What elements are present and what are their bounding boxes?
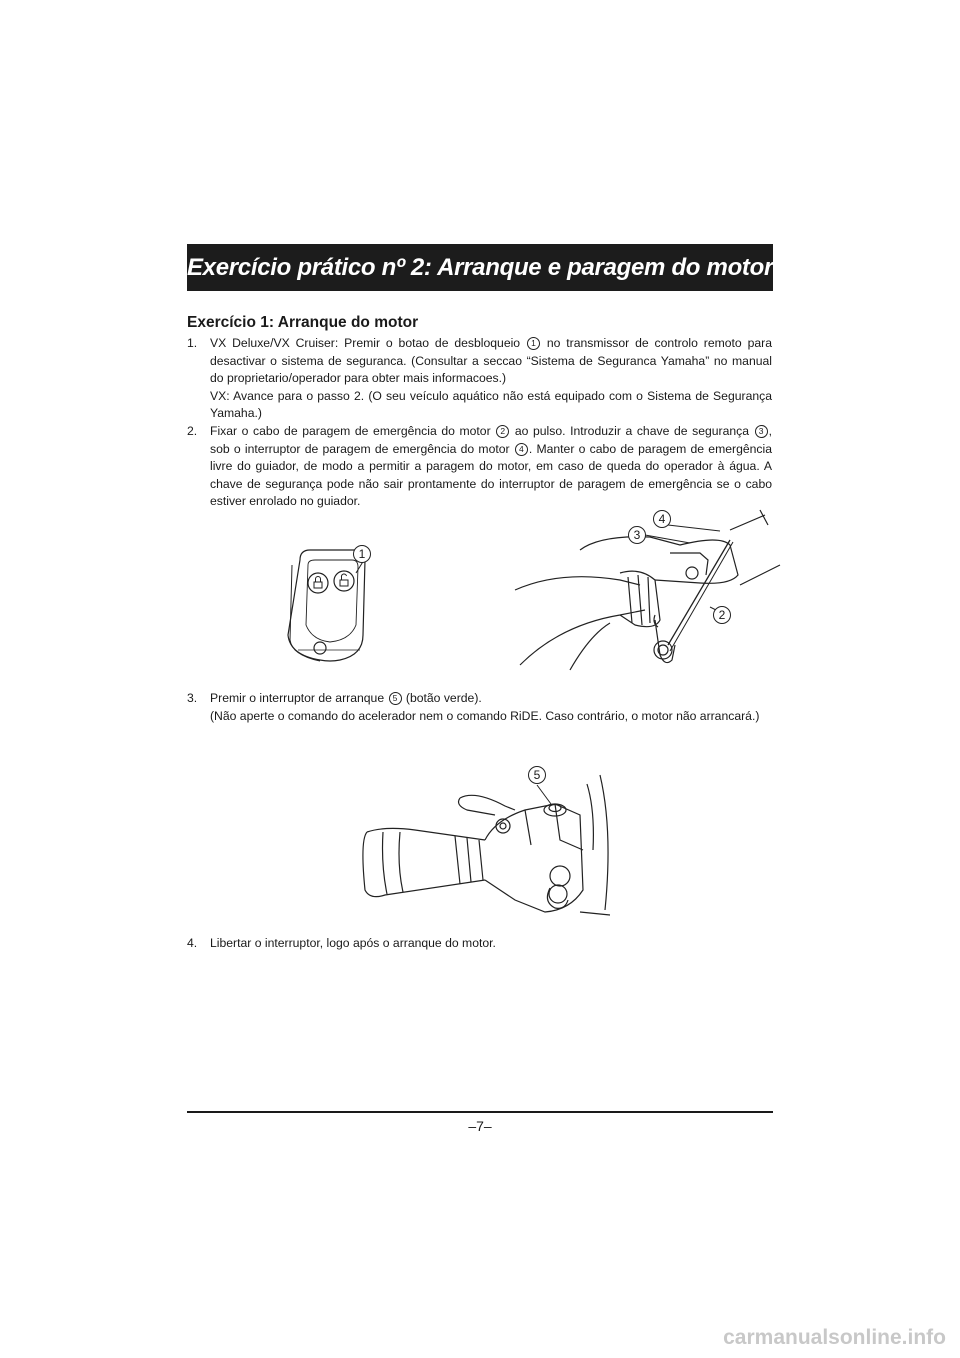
callout-5: 5 xyxy=(389,692,402,705)
figure-label-5: 5 xyxy=(528,766,546,784)
watermark: carmanualsonline.info xyxy=(723,1326,946,1349)
figure-start-switch xyxy=(355,770,615,920)
handlebar-grip-illustration xyxy=(363,775,610,915)
step-4 xyxy=(187,935,772,953)
title-banner xyxy=(187,244,773,291)
page-number: –7– xyxy=(468,1118,492,1134)
step-text: , sob o interruptor de paragem de emergência do motor xyxy=(210,424,772,456)
step-number: 3. xyxy=(187,691,198,705)
callout-2: 2 xyxy=(496,425,509,438)
step-text: ao pulso. Introduzir a chave de segurança xyxy=(514,424,750,438)
remote-transmitter xyxy=(288,550,365,661)
figure-label-3: 3 xyxy=(628,526,646,544)
step-3 xyxy=(187,690,772,725)
step-number: 1. xyxy=(187,336,198,350)
callout-3: 3 xyxy=(755,425,768,438)
figure-label-2: 2 xyxy=(713,606,731,624)
figure-remote-and-lanyard xyxy=(260,505,790,685)
step-1 xyxy=(187,335,772,423)
step-note: (Não aperte o comando do acelerador nem o comando RiDE. Caso contrário, o motor não arrancará.) xyxy=(210,708,760,723)
callout-1: 1 xyxy=(527,337,540,350)
step-text: no transmissor de controlo remoto para desactivar o sistema de seguranca. (Consultar a seccao “Sistema de Seguranca Yamaha” no manual do proprietario/operador para obter mais informacoes.) xyxy=(210,336,772,386)
page-title: Exercício prático nº 2: Arranque e paragem do motor xyxy=(186,253,774,281)
figure-label-1: 1 xyxy=(353,545,371,563)
section-heading: Exercício 1: Arranque do motor xyxy=(187,314,419,331)
lock-icon xyxy=(314,577,322,589)
unlock-icon xyxy=(340,574,348,586)
lanyard-cord xyxy=(668,540,730,645)
step-text: Fixar o cabo de paragem de emergência do motor xyxy=(210,424,491,438)
step-number: 2. xyxy=(187,424,198,438)
handlebar-illustration xyxy=(515,510,780,670)
footer-rule xyxy=(187,1111,773,1113)
step-note: VX: Avance para o passo 2. (O seu veículo aquático não está equipado com o Sistema de Segurança Yamaha.) xyxy=(210,388,772,421)
callout-4: 4 xyxy=(515,443,528,456)
step-number: 4. xyxy=(187,936,198,950)
figure-label-4: 4 xyxy=(653,510,671,528)
step-text: Premir o interruptor de arranque xyxy=(210,691,385,705)
step-text: . Manter o cabo de paragem de emergência livre do guiador, de modo a permitir a paragem do motor, em caso de queda do operador à água. A chave de segurança pode não sair prontamente do interruptor de paragem de emergência se o cabo estiver enrolado no guiador. xyxy=(210,441,772,509)
step-text: VX Deluxe/VX Cruiser: Premir o botao de desbloqueio xyxy=(210,336,521,350)
step-2 xyxy=(187,423,772,511)
step-text: (botão verde). xyxy=(405,691,482,705)
step-text: Libertar o interruptor, logo após o arranque do motor. xyxy=(210,936,496,950)
